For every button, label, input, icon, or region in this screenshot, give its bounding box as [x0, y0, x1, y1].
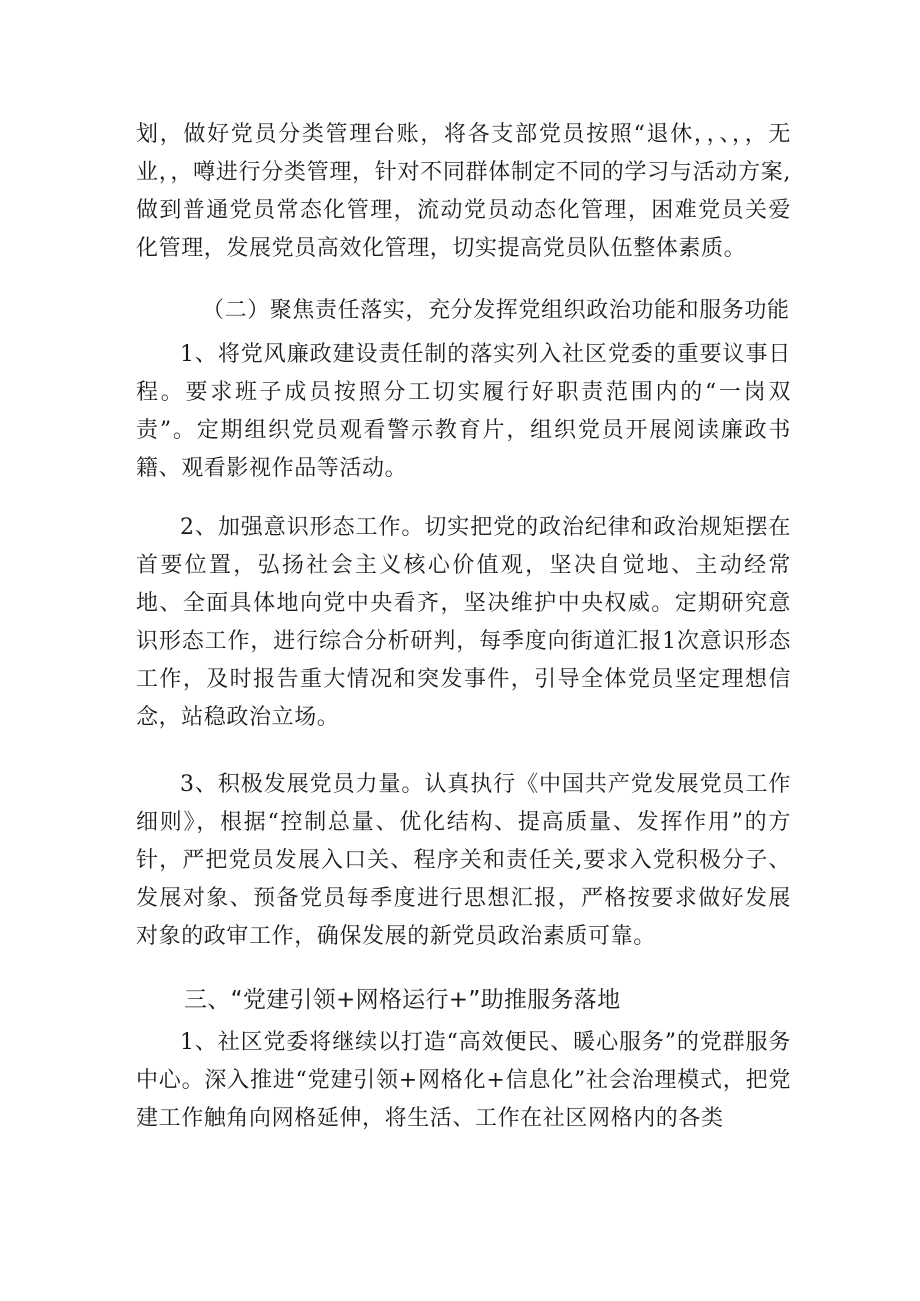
paragraph-section-three-item-1: 1、社区党委将继续以打造“高效便民、暖心服务”的党群服务中心。深入推进“党建引领+网格化+信息化”社会治理模式，把党建工作触角向网格延伸，将生活、工作在社区网格内的各类 — [136, 1030, 791, 1131]
section-subheading: （二）聚焦责任落实，充分发挥党组织政治功能和服务功能 — [202, 298, 790, 323]
paragraph-item-3: 3、积极发展党员力量。认真执行《中国共产党发展党员工作细则》，根据“控制总量、优化结构、提高质量、发挥作用”的方针，严把党员发展入口关、程序关和责任关,要求入党积极分子、发展对象、预备党员每季度进行思想汇报，严格按要求做好发展对象的政审工作，确保发展的新党员政治素质可靠。 — [136, 772, 791, 949]
paragraph-item-2: 2、加强意识形态工作。切实把党的政治纪律和政治规矩摆在首要位置，弘扬社会主义核心价值观，坚决自觉地、主动经常地、全面具体地向党中央看齐，坚决维护中央权威。定期研究意识形态工作，进行综合分析研判，每季度向街道汇报1次意识形态工作，及时报告重大情况和突发事件，引导全体党员坚定理想信念，站稳政治立场。 — [136, 515, 791, 730]
paragraph-continuation: 划，做好党员分类管理台账，将各支部党员按照“退休，，、，，无业，，噂进行分类管理，针对不同群体制定不同的学习与活动方案,做到普通党员常态化管理，流动党员动态化管理，困难党员关爱化管理，发展党员高效化管理，切实提高党员队伍整体素质。 — [136, 122, 791, 261]
section-heading-three: 三、“党建引领+网格运行+”助推服务落地 — [184, 987, 621, 1013]
paragraph-item-1: 1、将党风廉政建设责任制的落实列入社区党委的重要议事日程。要求班子成员按照分工切实履行好职责范围内的“一岗双责”。定期组织党员观看警示教育片，组织党员开展阅读廉政书籍、观看影视作品等活动。 — [136, 342, 791, 481]
